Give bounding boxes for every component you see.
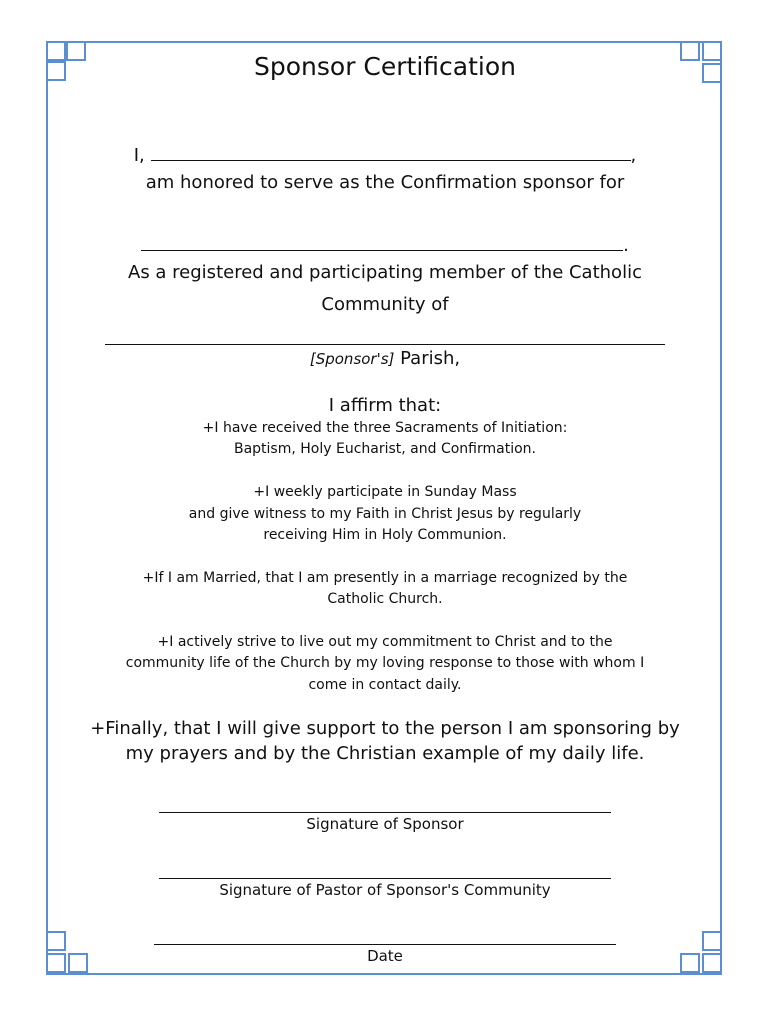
date-blank[interactable]: [154, 930, 616, 945]
affirm-item-3-cont: Catholic Church.: [327, 591, 443, 607]
candidate-name-line: .: [50, 232, 720, 256]
member-line: As a registered and participating member of the Catholic: [128, 262, 642, 283]
parish-label-line: [Sponsor's] Parish,: [309, 348, 461, 369]
page-title: Sponsor Certification: [254, 52, 516, 81]
affirm-item-4: +I actively strive to live out my commitment to Christ and to the: [157, 634, 613, 650]
affirm-item-5-cont: my prayers and by the Christian example of my daily life.: [125, 743, 645, 764]
parish-name-line: [50, 330, 720, 349]
pastor-signature-blank[interactable]: [159, 864, 611, 879]
affirm-item-4-cont2: come in contact daily.: [308, 677, 462, 693]
sponsor-name-blank[interactable]: [151, 142, 631, 161]
affirm-item-2-cont2: receiving Him in Holy Communion.: [263, 527, 507, 543]
affirm-item-1: +I have received the three Sacraments of Initiation:: [202, 420, 568, 436]
affirm-heading: I affirm that:: [328, 395, 442, 416]
affirm-item-4-cont: community life of the Church by my loving response to those with whom I: [125, 655, 645, 671]
candidate-name-blank[interactable]: [141, 232, 623, 251]
pastor-signature-label: Signature of Pastor of Sponsor's Community: [219, 881, 551, 899]
sponsor-signature-blank[interactable]: [159, 798, 611, 813]
affirm-item-5: +Finally, that I will give support to the person I am sponsoring by: [90, 718, 680, 739]
affirm-item-2-cont: and give witness to my Faith in Christ Jesus by regularly: [188, 506, 582, 522]
affirm-item-2: +I weekly participate in Sunday Mass: [253, 484, 517, 500]
date-label: Date: [367, 947, 403, 965]
parish-name-blank[interactable]: [105, 330, 665, 345]
sponsor-signature-label: Signature of Sponsor: [306, 815, 464, 833]
honored-line: am honored to serve as the Confirmation sponsor for: [145, 172, 625, 193]
community-line: Community of: [321, 294, 449, 315]
sponsor-name-line: I, ,: [50, 142, 720, 166]
affirm-item-1-cont: Baptism, Holy Eucharist, and Confirmation.: [233, 441, 536, 457]
affirm-item-3: +If I am Married, that I am presently in a marriage recognized by the: [142, 570, 628, 586]
